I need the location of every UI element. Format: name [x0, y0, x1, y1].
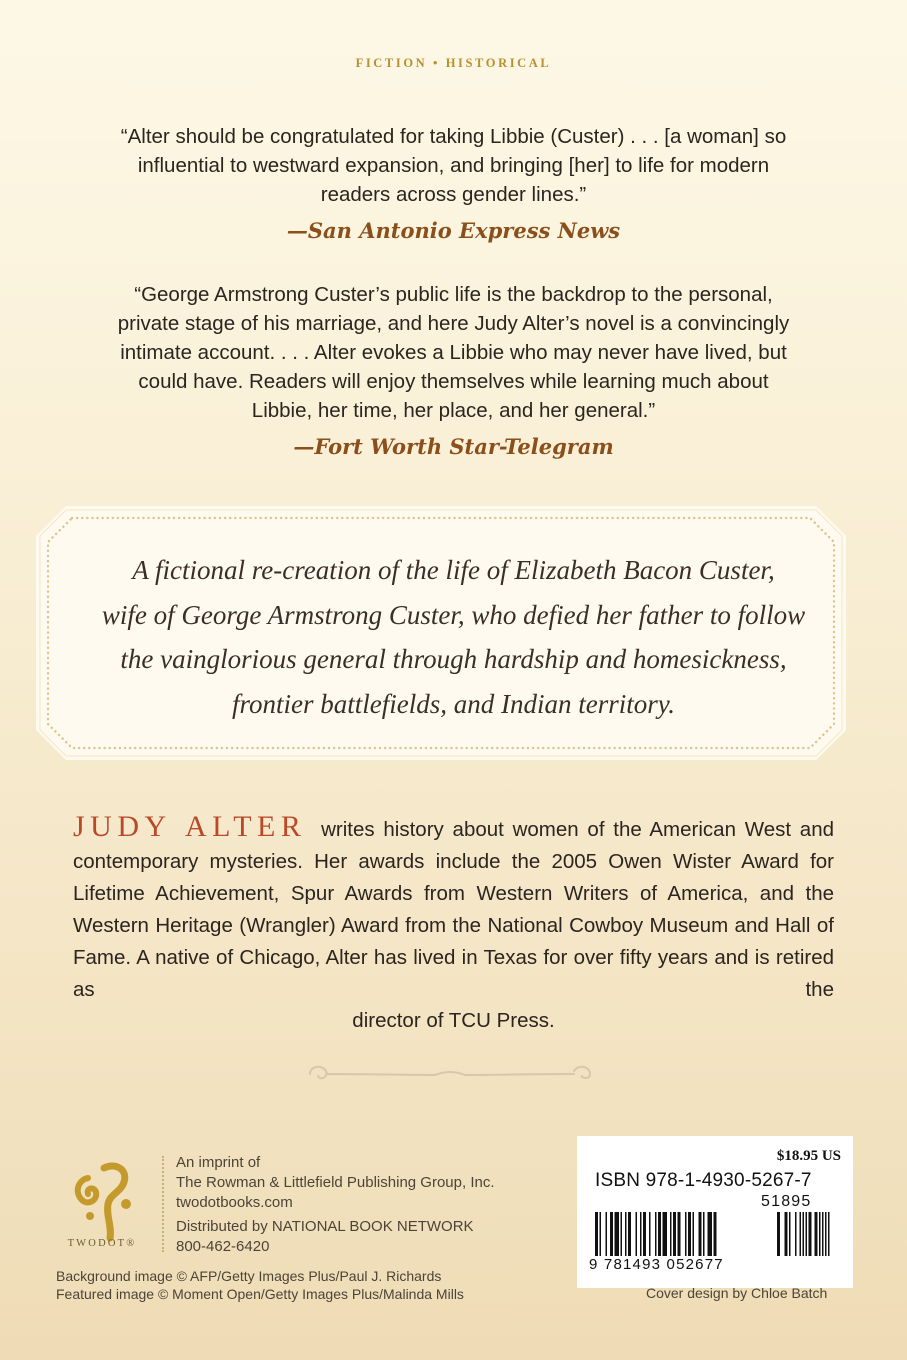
review-quote-2 [60, 280, 847, 425]
author-bio-text: writes history about women of the American West and contemporary mysteries. Her awards include the 2005 Owen Wister Award for Lifetime Achievement, Spur Awards from Western Writers of America, and the Western Heritage (Wrangler) Award from the National Cowboy Museum and Hall of Fame. A native of Chicago, Alter has lived in Texas for over fifty years and is retired as the [73, 818, 834, 1001]
imprint-info [176, 1153, 495, 1213]
quote-line: intimate account. . . . Alter evokes a Libbie who may never have lived, but [120, 341, 787, 364]
review-attribution-2: —Fort Worth Star-Telegram [293, 434, 614, 459]
book-description [80, 548, 827, 726]
distribution-line: 800-462-6420 [176, 1238, 270, 1255]
isbn-label: ISBN 978-1-4930-5267-7 [595, 1170, 812, 1191]
ean-number: 9 781493 052677 [589, 1256, 724, 1273]
quote-line: readers across gender lines.” [320, 183, 587, 206]
review-quote-1 [60, 122, 847, 209]
background-image-credit: Background image © AFP/Getty Images Plus/Paul J. Richards [56, 1268, 442, 1284]
addon-number: 51895 [761, 1193, 812, 1210]
imprint-line: twodotbooks.com [176, 1194, 293, 1211]
decorative-flourish [300, 1054, 600, 1094]
publisher-logo-wordmark: TWODOT® [67, 1238, 137, 1249]
distribution-line: Distributed by NATIONAL BOOK NETWORK [176, 1218, 474, 1235]
imprint-line: The Rowman & Littlefield Publishing Group, Inc. [176, 1174, 495, 1191]
quote-line: “George Armstrong Custer’s public life is the backdrop to the personal, [134, 283, 773, 306]
description-line: the vainglorious general through hardship and homesickness, [120, 644, 787, 674]
distribution-info [176, 1217, 474, 1257]
price-label: $18.95 US [776, 1148, 841, 1164]
publisher-divider [162, 1156, 164, 1252]
quote-line: “Alter should be congratulated for taking Libbie (Custer) . . . [a woman] so [120, 125, 787, 148]
imprint-line: An imprint of [176, 1154, 261, 1171]
image-credits [56, 1267, 464, 1303]
genre-label: FICTION • HISTORICAL [355, 56, 552, 70]
barcode-panel [577, 1136, 853, 1288]
quote-line: influential to westward expansion, and bringing [her] to life for modern [137, 154, 770, 177]
description-line: wife of George Armstrong Custer, who defied her father to follow [101, 599, 806, 630]
cover-design-credit: Cover design by Chloe Batch [646, 1285, 828, 1301]
review-attribution-1: —San Antonio Express News [286, 218, 621, 243]
author-name: JUDY ALTER [73, 810, 307, 843]
description-line: A fictional re-creation of the life of Elizabeth Bacon Custer, [132, 555, 775, 585]
featured-image-credit: Featured image © Moment Open/Getty Images Plus/Malinda Mills [56, 1286, 464, 1302]
description-line: frontier battlefields, and Indian territory. [232, 688, 675, 719]
quote-line: could have. Readers will enjoy themselves while learning much about [138, 370, 769, 393]
quote-line: private stage of his marriage, and here Judy Alter’s novel is a convincingly [117, 312, 790, 335]
author-bio-last-line: director of TCU Press. [352, 1009, 555, 1032]
quote-line: Libbie, her time, her place, and her general.” [251, 399, 656, 422]
